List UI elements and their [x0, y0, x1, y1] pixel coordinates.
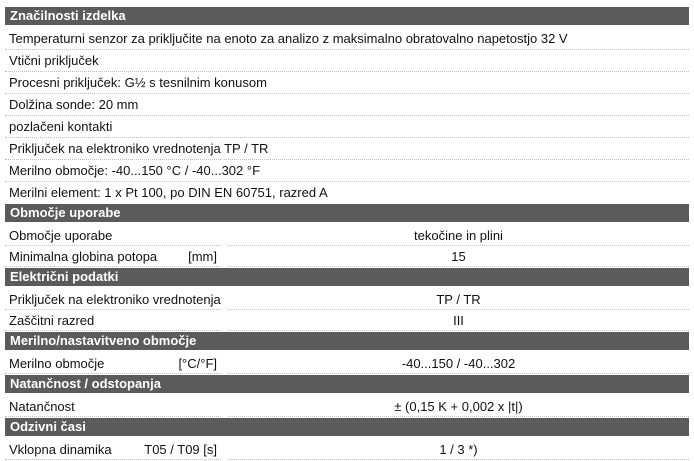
table-row — [5, 396, 689, 417]
table-row — [5, 225, 689, 246]
row-label-cell — [5, 246, 221, 267]
table-row — [5, 310, 689, 331]
row-label: Priključek na elektroniko vrednotenja — [9, 292, 221, 307]
section-header: Območje uporabe — [5, 204, 689, 222]
list-item: Procesni priključek: G½ s tesnilnim konusom — [5, 72, 689, 94]
table-row — [5, 246, 689, 267]
row-label-cell — [5, 439, 221, 460]
row-label: Minimalna globina potopa — [9, 249, 158, 264]
row-value: 15 — [228, 246, 689, 267]
section-measuring-range — [5, 332, 689, 374]
row-label: Natančnost — [9, 399, 75, 414]
list-item: Temperaturni senzor za priključite na enoto za analizo z maksimalno obratovalno napetostjo 32 V — [5, 28, 689, 50]
list-item: Vtični priključek — [5, 50, 689, 72]
row-label: Zaščitni razred — [9, 313, 95, 328]
row-value: III — [228, 310, 689, 331]
row-value: 1 / 3 *) — [228, 439, 689, 460]
row-unit: T05 / T09 [s] — [144, 442, 217, 457]
section-header: Natančnost / odstopanja — [5, 375, 689, 393]
row-unit: [mm] — [188, 249, 217, 264]
spec-table — [5, 7, 689, 461]
section-header: Električni podatki — [5, 268, 689, 286]
section-response-times — [5, 418, 689, 460]
table-row — [5, 353, 689, 374]
row-label-cell — [5, 225, 221, 246]
section-electrical-data — [5, 268, 689, 331]
table-row — [5, 289, 689, 310]
row-label-cell — [5, 310, 221, 331]
list-item: Merilno območje: -40...150 °C / -40...302 °F — [5, 160, 689, 182]
list-item: pozlačeni kontakti — [5, 116, 689, 138]
section-header: Značilnosti izdelka — [5, 7, 689, 25]
row-label-cell — [5, 396, 221, 417]
section-header: Merilno/nastavitveno območje — [5, 332, 689, 350]
row-label: Merilno območje — [9, 356, 105, 371]
list-item: Merilni element: 1 x Pt 100, po DIN EN 60751, razred A — [9, 185, 328, 200]
row-value: TP / TR — [228, 289, 689, 310]
row-value: ± (0,15 K + 0,002 x |t|) — [228, 396, 689, 417]
row-label-cell — [5, 353, 221, 374]
section-product-features — [5, 7, 689, 203]
row-label: Območje uporabe — [9, 228, 113, 243]
row-unit: [°C/°F] — [178, 356, 217, 371]
list-item: Dolžina sonde: 20 mm — [5, 94, 689, 116]
section-accuracy — [5, 375, 689, 417]
section-application-area — [5, 204, 689, 267]
row-label-cell — [5, 289, 221, 310]
row-label: Vklopna dinamika — [9, 442, 112, 457]
table-row — [5, 439, 689, 460]
row-value: -40...150 / -40...302 — [228, 353, 689, 374]
list-item: Priključek na elektroniko vrednotenja TP / TR — [5, 138, 689, 160]
section-header: Odzivni časi — [5, 418, 689, 436]
row-value: tekočine in plini — [228, 225, 689, 246]
